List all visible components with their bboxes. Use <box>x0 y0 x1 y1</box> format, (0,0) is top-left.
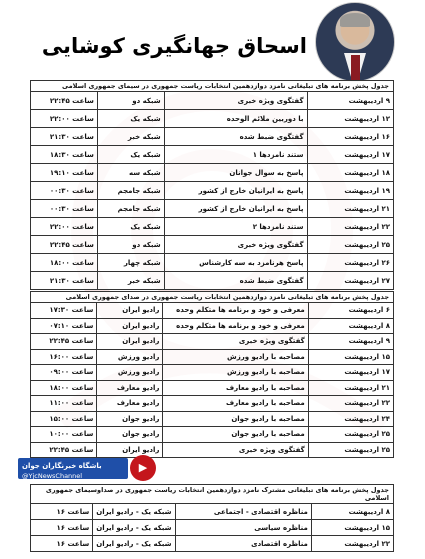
table-row <box>31 182 394 200</box>
cell-program: پاسخ به ایرانیان خارج از کشور <box>164 200 307 218</box>
table-row <box>31 365 394 381</box>
cell-program: مناظره اقتصادی <box>175 536 311 552</box>
cell-program: گفتگوی ویژه خبری <box>163 334 308 350</box>
table-row <box>31 272 394 290</box>
cell-network: شبکه یک <box>97 218 164 236</box>
cell-network: شبکه جامجم <box>97 182 164 200</box>
cell-network: رادیو جوان <box>97 427 163 443</box>
table-row <box>31 318 394 334</box>
cell-time: ساعت ۱۶ <box>31 504 93 520</box>
cell-program: با دوربین ملائم الوحده <box>164 110 307 128</box>
yjc-logo-icon: ▶ <box>130 455 156 481</box>
cell-program: مصاحبه با رادیو معارف <box>163 396 308 412</box>
table-row <box>31 218 394 236</box>
cell-date: ۲۵ اردیبهشت <box>307 236 393 254</box>
cell-network: شبکه یک <box>97 110 164 128</box>
table-row <box>31 411 394 427</box>
cell-program: گفتگوی ضبط شده <box>164 272 307 290</box>
debate-schedule-table <box>30 484 394 552</box>
cell-date: ۸ اردیبهشت <box>308 318 393 334</box>
cell-time: ساعت ۱۶:۰۰ <box>31 349 97 365</box>
table-row <box>31 427 394 443</box>
cell-program: مصاحبه با رادیو جوان <box>163 411 308 427</box>
cell-time: ساعت ۲۲:۴۵ <box>31 236 98 254</box>
cell-time: ساعت ۰۹:۰۰ <box>31 365 97 381</box>
cell-network: شبکه یک - رادیو ایران <box>93 536 175 552</box>
cell-network: رادیو ایران <box>97 303 163 319</box>
cell-program: مصاحبه با رادیو معارف <box>163 380 308 396</box>
cell-time: ساعت ۱۷:۳۰ <box>31 303 97 319</box>
cell-program: مناظره اقتصادی - اجتماعی <box>175 504 311 520</box>
cell-date: ۱۶ اردیبهشت <box>307 128 393 146</box>
cell-time: ساعت ۱۸:۰۰ <box>31 380 97 396</box>
cell-date: ۲۵ اردیبهشت <box>308 442 393 458</box>
cell-date: ۱۵ اردیبهشت <box>308 349 393 365</box>
cell-date: ۱۵ اردیبهشت <box>311 520 393 536</box>
channel-box <box>18 458 128 479</box>
cell-program: گفتگوی ویژه خبری <box>164 92 307 110</box>
cell-date: ۶ اردیبهشت <box>308 303 393 319</box>
cell-date: ۲۱ اردیبهشت <box>307 200 393 218</box>
cell-network: شبکه یک <box>97 146 164 164</box>
tv-schedule-table <box>30 80 394 290</box>
cell-date: ۲۵ اردیبهشت <box>308 427 393 443</box>
cell-program: پاسخ به ایرانیان خارج از کشور <box>164 182 307 200</box>
cell-date: ۲۴ اردیبهشت <box>308 411 393 427</box>
cell-date: ۲۱ اردیبهشت <box>308 380 393 396</box>
cell-time: ساعت ۲۲:۴۵ <box>31 442 97 458</box>
cell-time: ساعت ۲۲:۴۵ <box>31 334 97 350</box>
header <box>0 0 425 74</box>
cell-network: شبکه یک - رادیو ایران <box>93 504 175 520</box>
cell-date: ۲۲ اردیبهشت <box>307 218 393 236</box>
cell-time: ساعت ۰۰:۳۰ <box>31 200 98 218</box>
cell-network: رادیو ورزش <box>97 349 163 365</box>
table-row <box>31 200 394 218</box>
table-row <box>31 164 394 182</box>
table-caption: جدول پخش برنامه های تبلیغاتی مشترک نامزد دوازدهمین انتخابات ریاست جمهوری در صداوسیمای جمهوری اسلامی <box>30 484 394 503</box>
table-row <box>31 303 394 319</box>
cell-network: رادیو ایران <box>97 442 163 458</box>
table-row <box>31 396 394 412</box>
cell-program: ستند نامزدها ۱ <box>164 146 307 164</box>
cell-program: مصاحبه با رادیو ورزش <box>163 365 308 381</box>
channel-badge <box>18 455 158 481</box>
table-caption: جدول پخش برنامه های تبلیغاتی نامزد دوازدهمین انتخابات ریاست جمهوری در صدای جمهوری اسلامی <box>30 291 394 302</box>
cell-time: ساعت ۱۱:۰۰ <box>31 396 97 412</box>
cell-date: ۱۷ اردیبهشت <box>307 146 393 164</box>
cell-network: شبکه دو <box>97 92 164 110</box>
cell-program: گفتگوی ویژه خبری <box>163 442 308 458</box>
cell-time: ساعت ۱۸:۰۰ <box>31 254 98 272</box>
table-caption: جدول پخش برنامه های تبلیغاتی نامزد دوازدهمین انتخابات ریاست جمهوری در سیمای جمهوری اسلامی <box>30 80 394 91</box>
cell-network: رادیو ایران <box>97 318 163 334</box>
cell-date: ۱۷ اردیبهشت <box>308 365 393 381</box>
channel-name: باشگاه خبرنگاران جوان <box>22 462 102 470</box>
portrait-tie <box>351 55 360 81</box>
cell-date: ۲۲ اردیبهشت <box>308 396 393 412</box>
cell-network: شبکه سه <box>97 164 164 182</box>
cell-network: شبکه خبر <box>97 128 164 146</box>
cell-network: شبکه خبر <box>97 272 164 290</box>
cell-network: رادیو معارف <box>97 396 163 412</box>
table-row <box>31 380 394 396</box>
cell-time: ساعت ۲۱:۳۰ <box>31 128 98 146</box>
cell-time: ساعت ۲۱:۳۰ <box>31 272 98 290</box>
table-row <box>31 236 394 254</box>
cell-time: ساعت ۰۰:۳۰ <box>31 182 98 200</box>
cell-time: ساعت ۱۶ <box>31 536 93 552</box>
table-row <box>31 536 394 552</box>
cell-network: رادیو ورزش <box>97 365 163 381</box>
radio-schedule-table <box>30 291 394 458</box>
cell-program: معرفی و خود و برنامه ها متکلم وحده <box>163 318 308 334</box>
page-title: اسحاق جهانگیری کوشایی <box>41 34 307 58</box>
cell-network: شبکه جامجم <box>97 200 164 218</box>
cell-time: ساعت ۲۲:۰۰ <box>31 218 98 236</box>
cell-date: ۲۷ اردیبهشت <box>307 272 393 290</box>
channel-handle: @YjcNewsChannel <box>22 472 83 480</box>
cell-network: شبکه یک - رادیو ایران <box>93 520 175 536</box>
cell-date: ۲۶ اردیبهشت <box>307 254 393 272</box>
cell-program: پاسخ به سوال جوانان <box>164 164 307 182</box>
cell-network: شبکه دو <box>97 236 164 254</box>
table-row <box>31 92 394 110</box>
table-row <box>31 254 394 272</box>
cell-network: رادیو معارف <box>97 380 163 396</box>
cell-time: ساعت ۱۸:۳۰ <box>31 146 98 164</box>
table-row <box>31 504 394 520</box>
cell-network: رادیو ایران <box>97 334 163 350</box>
cell-time: ساعت ۲۲:۴۵ <box>31 92 98 110</box>
cell-time: ساعت ۱۶ <box>31 520 93 536</box>
cell-time: ساعت ۱۹:۱۰ <box>31 164 98 182</box>
cell-program: مصاحبه با رادیو ورزش <box>163 349 308 365</box>
portrait-hair <box>340 13 370 27</box>
cell-time: ساعت ۲۲:۰۰ <box>31 110 98 128</box>
cell-time: ساعت ۱۵:۰۰ <box>31 411 97 427</box>
table-row <box>31 146 394 164</box>
table-row <box>31 110 394 128</box>
table-row <box>31 128 394 146</box>
cell-program: معرفی و خود و برنامه ها متکلم وحده <box>163 303 308 319</box>
cell-date: ۱۹ اردیبهشت <box>307 182 393 200</box>
table-row <box>31 520 394 536</box>
cell-program: مصاحبه با رادیو جوان <box>163 427 308 443</box>
cell-time: ساعت ۱۰:۰۰ <box>31 427 97 443</box>
cell-date: ۹ اردیبهشت <box>307 92 393 110</box>
cell-date: ۱۲ اردیبهشت <box>307 110 393 128</box>
candidate-portrait <box>315 2 395 82</box>
cell-date: ۲۲ اردیبهشت <box>311 536 393 552</box>
cell-program: ستند نامزدها ۲ <box>164 218 307 236</box>
cell-program: پاسخ هرنامزد به سه کارشناس <box>164 254 307 272</box>
cell-time: ساعت ۰۷:۱۰ <box>31 318 97 334</box>
cell-network: رادیو جوان <box>97 411 163 427</box>
table-row <box>31 334 394 350</box>
cell-program: گفتگوی ضبط شده <box>164 128 307 146</box>
cell-date: ۸ اردیبهشت <box>311 504 393 520</box>
cell-program: مناظره سیاسی <box>175 520 311 536</box>
cell-date: ۱۸ اردیبهشت <box>307 164 393 182</box>
table-row <box>31 349 394 365</box>
cell-date: ۹ اردیبهشت <box>308 334 393 350</box>
cell-program: گفتگوی ویژه خبری <box>164 236 307 254</box>
cell-network: شبکه چهار <box>97 254 164 272</box>
